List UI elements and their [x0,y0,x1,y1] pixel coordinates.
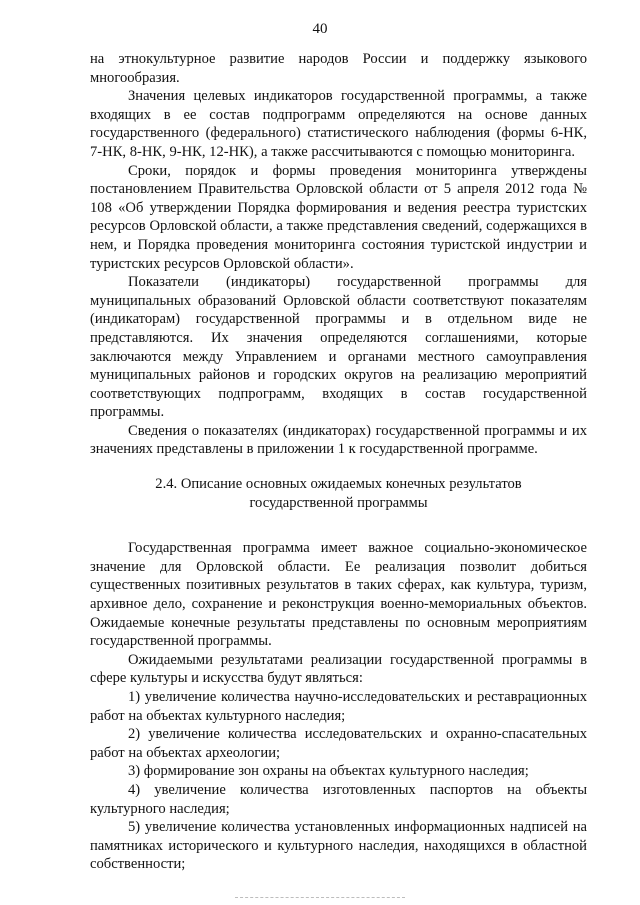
paragraph-indicator-info: Сведения о показателях (индикаторах) государственной программы и их значениях представлены в приложении 1 к государственной программе. [90,422,587,458]
section-heading-line-1: 2.4. Описание основных ожидаемых конечных результатов [155,476,522,493]
list-item-result-4: 4) увеличение количества изготовленных паспортов на объекты культурного наследия; [90,781,587,817]
paragraph-continuation: на этнокультурное развитие народов России и поддержку языкового многообразия. [90,51,587,86]
paragraph-expected-results-intro: Ожидаемыми результатами реализации государственной программы в сфере культуры и искусства будут являться: [90,651,587,687]
list-item-result-2: 2) увеличение количества исследовательских и охранно-спасательных работ на объектах археологии; [90,726,587,761]
page-number: 40 [312,21,328,37]
paragraph-indicator-values: Значения целевых индикаторов государственной программы, а также входящих в ее состав подпрограмм определяются на основе данных государственного (федерального) статистического наблюдения (формы 6-НК, 7-НК, 8-НК, 9-НК, 12-НК), а также рассчитываются с помощью мониторинга. [90,88,587,160]
list-item-result-1: 1) увеличение количества научно-исследовательских и реставрационных работ на объектах культурного наследия; [90,689,587,724]
section-heading-line-2: государственной программы [249,494,428,511]
paragraph-monitoring-terms: Сроки, порядок и формы проведения мониторинга утверждены постановлением Правительства Орловской области от 5 апреля 2012 года № 108 «Об утверждении Порядка формирования и ведения реестра туристских ресурсов Орловской области, а также представления сведений, содержащихся в нем, и Порядка проведения мониторинга состояния туристской индустрии и туристских ресурсов Орловской области». [90,162,587,272]
list-item-result-5: 5) увеличение количества установленных информационных надписей на памятниках исторического и культурного наследия, находящихся в областной собственности; [90,819,587,873]
page-body [90,50,587,874]
paragraph-municipal-indicators: Показатели (индикаторы) государственной программы для муниципальных образований Орловской области соответствуют показателям (индикаторам) государственной программы и в отдельном виде не представляются. Их значения определяются соглашениями, которые заключаются между Управлением и органами местного самоуправления муниципальных районов и городских округов на реализацию мероприятий соответствующих подпрограмм, входящих в состав государственной программы. [90,274,587,421]
list-item-result-3: 3) формирование зон охраны на объектах культурного наследия; [128,763,529,780]
section-heading [90,475,587,512]
paragraph-program-significance: Государственная программа имеет важное социально-экономическое значение для Орловской области. Ее реализация позволит добиться существенных позитивных результатов в таких сферах, как культура, туризм, архивное дело, сохранение и реконструкция военно-мемориальных объектов. Ожидаемые конечные результаты представлены по основным мероприятиям государственной программы. [90,540,587,650]
footer-divider [235,897,405,898]
